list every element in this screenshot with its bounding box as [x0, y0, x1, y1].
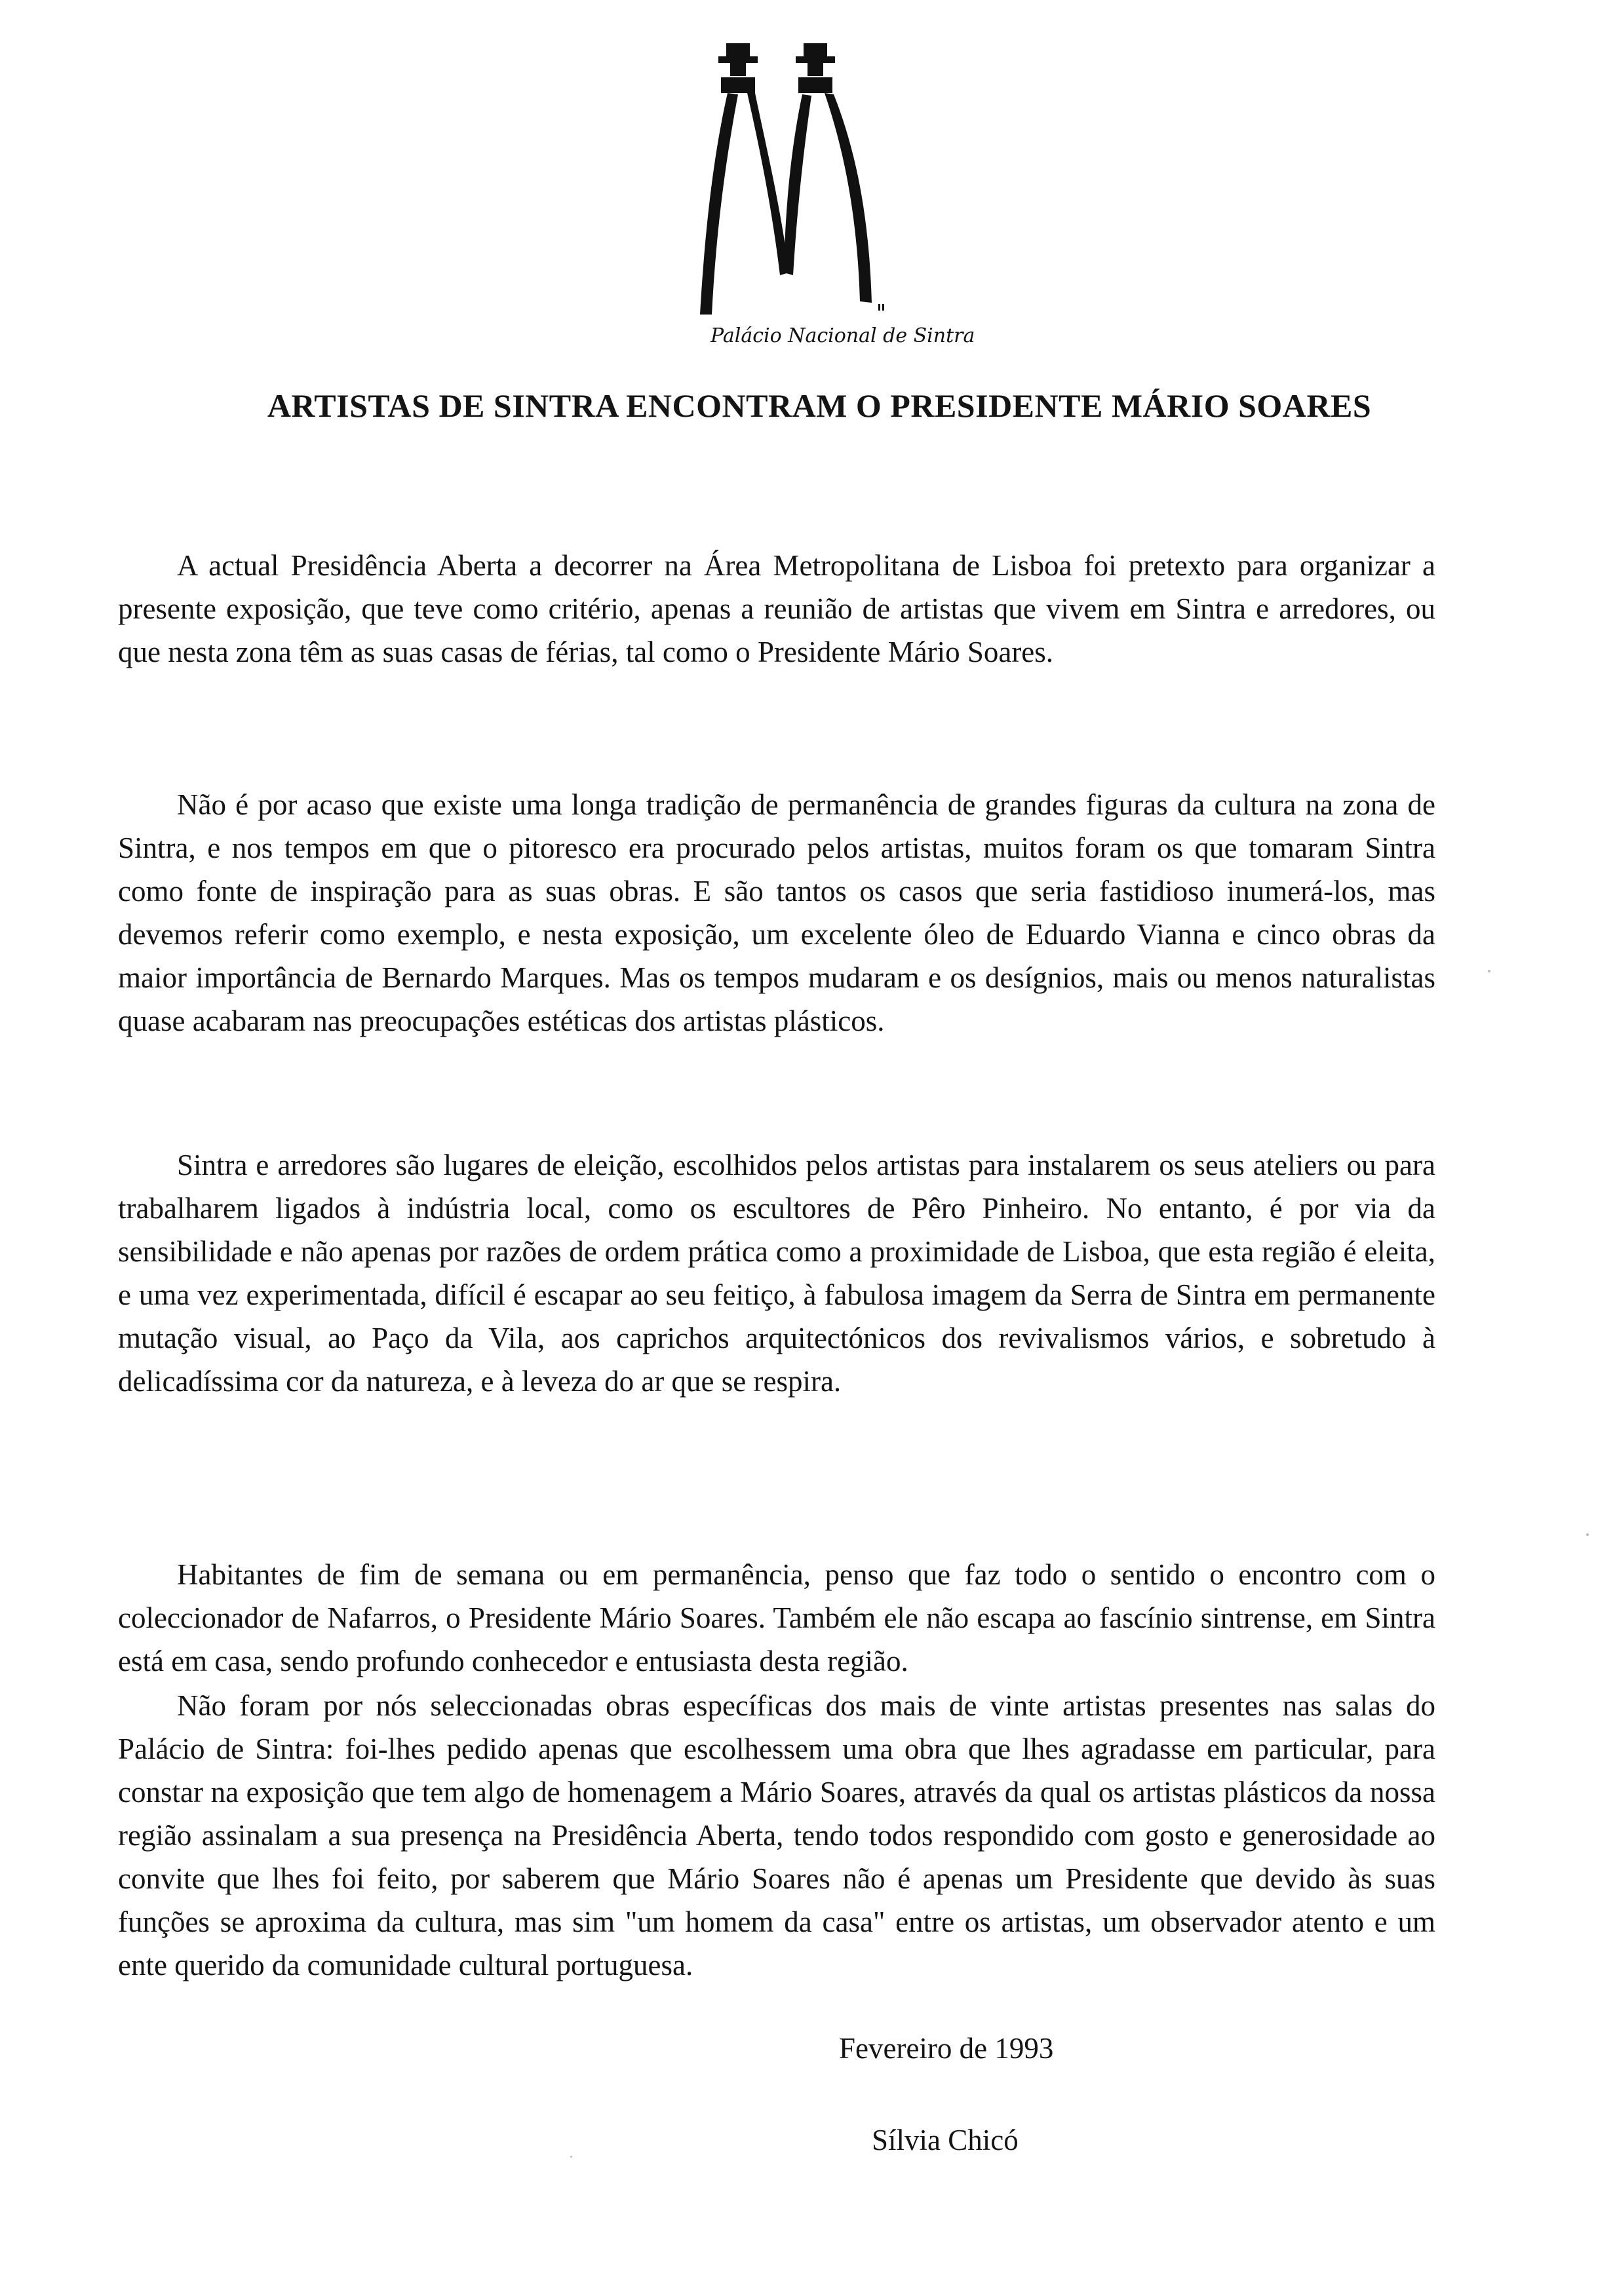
scan-speck: [1586, 1533, 1589, 1536]
palacio-sintra-logo: [682, 39, 975, 354]
paragraph-1: A actual Presidência Aberta a decorrer na Área Metropolitana de Lisboa foi pretexto para organizar a presente exposição, que teve como critério, apenas a reunião de artistas que vivem em Sintra e arredores, ou que nesta zona têm as suas casas de férias, tal como o Presidente Mário Soares.: [118, 549, 1435, 668]
date-line: Fevereiro de 1993: [839, 2032, 1054, 2065]
paragraph-2: Não é por acaso que existe uma longa tradição de permanência de grandes figuras da cultura na zona de Sintra, e nos tempos em que o pitoresco era procurado pelos artistas, muitos foram os que tomaram Sintra como fonte de inspiração para as suas obras. E são tantos os casos que seria fastidioso inumerá-los, mas devemos referir como exemplo, e nesta exposição, um excelente óleo de Eduardo Vianna e cinco obras da maior importância de Bernardo Marques. Mas os tempos mudaram e os desígnios, mais ou menos naturalistas quase acabaram nas preocupações estéticas dos artistas plásticos.: [118, 788, 1435, 1037]
paragraph-5: Não foram por nós seleccionadas obras específicas dos mais de vinte artistas presentes nas salas do Palácio de Sintra: foi-lhes pedido apenas que escolhessem uma obra que lhes agradasse em particular, para constar na exposição que tem algo de homenagem a Mário Soares, através da qual os artistas plásticos da nossa região assinalam a sua presença na Presidência Aberta, tendo todos respondido com gosto e generosidade ao convite que lhes foi feito, por saberem que Mário Soares não é apenas um Presidente que devido às suas funções se aproxima da cultura, mas sim "um homem da casa" entre os artistas, um observador atento e um ente querido da comunidade cultural portuguesa.: [118, 1689, 1435, 1981]
paragraph-3: Sintra e arredores são lugares de eleição, escolhidos pelos artistas para instalarem os seus ateliers ou para trabalharem ligados à indústria local, como os escultores de Pêro Pinheiro. No entanto, é por via da sensibilidade e não apenas por razões de ordem prática como a proximidade de Lisboa, que esta região é eleita, e uma vez experimentada, difícil é escapar ao seu feitiço, à fabulosa imagem da Serra de Sintra em permanente mutação visual, ao Paço da Vila, aos caprichos arquitectónicos dos revivalismos vários, e sobretudo à delicadíssima cor da natureza, e à leveza do ar que se respira.: [118, 1149, 1435, 1398]
logo-caption: Palácio Nacional de Sintra: [710, 324, 975, 347]
page-title: ARTISTAS DE SINTRA ENCONTRAM O PRESIDENTE MÁRIO SOARES: [267, 387, 1372, 424]
paragraph-4: Habitantes de fim de semana ou em permanência, penso que faz todo o sentido o encontro com o coleccionador de Nafarros, o Presidente Mário Soares. Também ele não escapa ao fascínio sintrense, em Sintra está em casa, sendo profundo conhecedor e entusiasta desta região.: [118, 1558, 1435, 1677]
scan-speck: [570, 2156, 572, 2158]
author-signature: Sílvia Chicó: [872, 2124, 1019, 2156]
scan-speck: [1488, 970, 1490, 972]
